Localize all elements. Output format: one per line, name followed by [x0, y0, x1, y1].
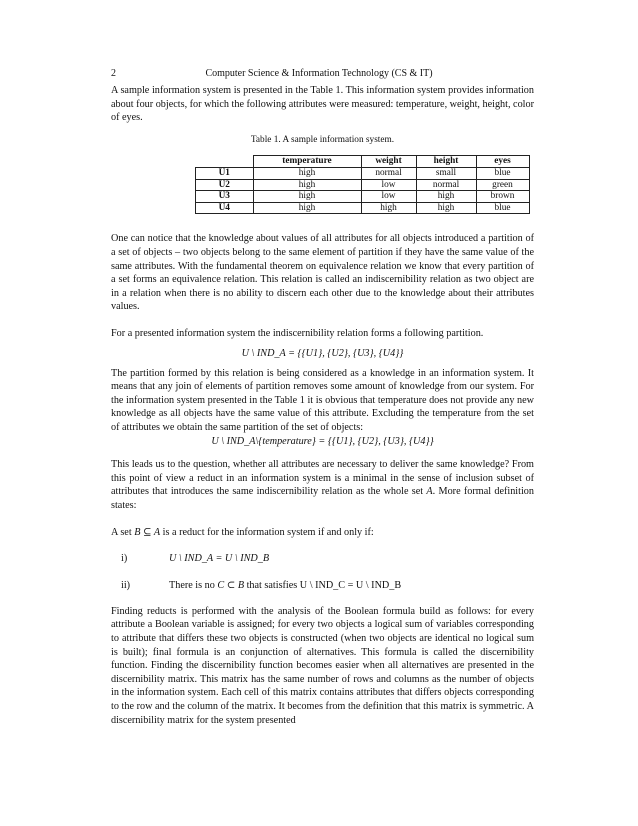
table-cell: high	[416, 191, 476, 203]
column-header: height	[416, 156, 476, 168]
table-row	[196, 179, 530, 191]
table-row	[196, 167, 530, 179]
table-cell: high	[416, 202, 476, 214]
table-cell: green	[476, 179, 529, 191]
paragraph-intro: A sample information system is presented in the Table 1. This information system provides information about four objects, for which the following attributes were measured: temperature, weight, height, color of eyes.	[111, 85, 534, 124]
paragraph-reduct	[111, 458, 534, 512]
equation-partition-reduced: U \ IND_A\{temperature} = {{U1}, {U2}, {U3}, {U4}}	[211, 435, 434, 447]
text-run: that satisfies U \ IND_C = U \ IND_B	[244, 580, 402, 592]
table-caption: Table 1. A sample information system.	[250, 134, 395, 145]
spacer	[111, 314, 534, 328]
table-cell: high	[253, 167, 361, 179]
paragraph-relation: For a presented information system the indiscernibility relation forms a following partition.	[111, 328, 484, 340]
table-header-row	[196, 156, 530, 168]
table-row	[196, 191, 530, 203]
paragraph-definition	[111, 526, 534, 540]
page-number: 2	[111, 68, 116, 79]
table-row	[196, 202, 530, 214]
text-run: . More formal definition states:	[111, 486, 534, 511]
spacer	[111, 597, 534, 605]
table-cell: blue	[476, 167, 529, 179]
paragraph-partition: One can notice that the knowledge about values of all attributes for all objects introduced a partition of a set of objects – two objects belong to the same element of partition if they have the same value of the same attributes. With the fundamental theorem on equivalence relation we know that every partition of a set forms an equivalence relation. This relation is called an indiscernibility relation as two object are in a relation when there is no ability to discern each other due to the knowledge about their attributes values.	[111, 233, 534, 313]
definition-item	[111, 552, 534, 566]
equation-partition: U \ IND_A = {{U1}, {U2}, {U3}, {U4}}	[241, 348, 404, 359]
table-cell: low	[361, 179, 416, 191]
text-run: is a reduct for the information system if and only if:	[160, 527, 374, 539]
math-expression: C ⊂ B	[217, 580, 245, 592]
math-expression: U \ IND_A = U \ IND_B	[169, 552, 270, 564]
item-label: i)	[121, 552, 128, 564]
table-cell: blue	[476, 202, 529, 214]
table-cell: high	[253, 191, 361, 203]
row-header: U2	[196, 179, 254, 191]
table-cell: high	[361, 202, 416, 214]
text-run: This leads us to the question, whether all attributes are necessary to deliver the same knowledge? From this point of view a reduct in an information system is a minimal in the sense of inclusion subset of attributes that introduces the same indiscernibility relation as the whole set	[111, 459, 534, 498]
table-cell: small	[416, 167, 476, 179]
row-header: U1	[196, 167, 254, 179]
column-header: temperature	[253, 156, 361, 168]
table-cell: high	[253, 202, 361, 214]
table-cell: low	[361, 191, 416, 203]
text-run: There is no	[169, 580, 218, 592]
item-label: ii)	[121, 580, 131, 592]
table-cell: brown	[476, 191, 529, 203]
table-corner-cell	[196, 156, 254, 168]
row-header: U3	[196, 191, 254, 203]
spacer	[111, 513, 534, 527]
paragraph-knowledge: The partition formed by this relation is being considered as a knowledge in an information system. It means that any join of elements of partition removes some amount of knowledge from our system. For the information system presented in the Table 1 it is obvious that temperature does not provide any new knowledge as all objects have the same value of this attribute. Excluding the temperature from the set of attributes we obtain the same partition of the set of objects:	[111, 367, 534, 433]
column-header: eyes	[476, 156, 529, 168]
body-text	[111, 84, 534, 727]
information-system-table	[195, 155, 530, 214]
table-cell: normal	[361, 167, 416, 179]
running-header	[111, 68, 527, 82]
item-text	[169, 579, 534, 593]
text-run: A set	[111, 527, 135, 539]
table-cell: high	[253, 179, 361, 191]
item-text	[169, 552, 534, 566]
paragraph-discernibility: Finding reducts is performed with the analysis of the Boolean formula build as follows: for every attribute a Boolean variable is assigned; for every two objects a logical sum of variables corresponding to attribute that differs these two objects is constructed (when two objects are identical no logical sum is built); final formula is an conjunction of alternatives. This formula is called the discernibility function. Finding the discernibility function becomes easier when all alternatives are presented in the discernibility matrix. This matrix has the same number of rows and columns as the number of objects in the information system. Each cell of this matrix contains attributes that differs objects corresponding to the row and the column of the matrix. It becomes from the definition that this matrix is symmetric. A discernibility matrix for the system presented	[111, 605, 534, 726]
row-header: U4	[196, 202, 254, 214]
spacer	[111, 214, 534, 232]
spacer	[111, 540, 534, 548]
column-header: weight	[361, 156, 416, 168]
spacer	[111, 569, 534, 575]
math-symbol: B ⊆ A	[134, 527, 161, 539]
definition-item	[111, 579, 534, 593]
math-symbol: A	[426, 486, 433, 498]
table-cell: normal	[416, 179, 476, 191]
spacer	[111, 450, 534, 458]
journal-title: Computer Science & Information Technology (CS & IT)	[205, 68, 433, 79]
